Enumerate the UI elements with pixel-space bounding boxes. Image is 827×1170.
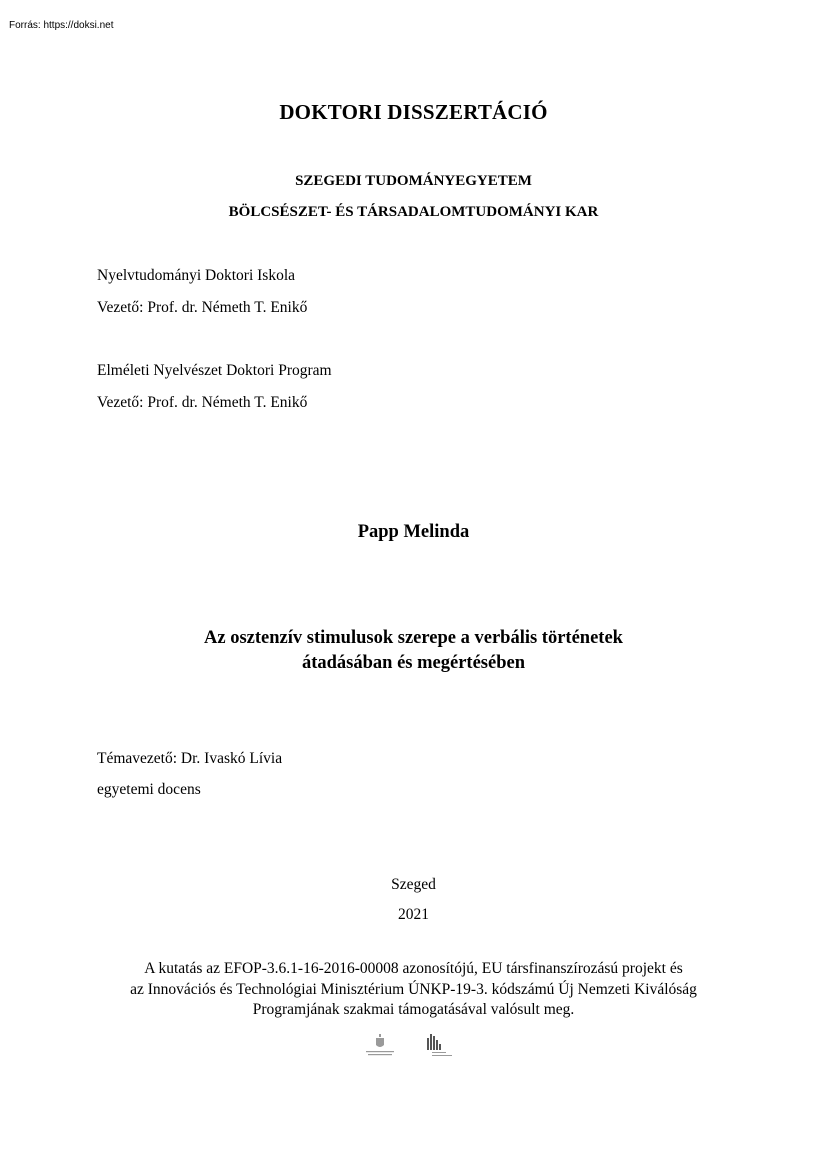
thesis-title-line-2: átadásában és megértésében	[301, 653, 525, 673]
author-name: Papp Melinda	[357, 522, 470, 542]
university-name: SZEGEDI TUDOMÁNYEGYETEM	[295, 173, 532, 189]
doctoral-school-head: Vezető: Prof. dr. Németh T. Enikő	[97, 299, 308, 316]
thesis-title	[0, 626, 827, 676]
supervisor-name: Témavezető: Dr. Ivaskó Lívia	[97, 750, 283, 767]
thesis-title-line-1: Az osztenzív stimulusok szerepe a verbális történetek	[204, 628, 623, 648]
document-title: DOKTORI DISSZERTÁCIÓ	[279, 100, 548, 124]
faculty-name: BÖLCSÉSZET- ÉS TÁRSADALOMTUDOMÁNYI KAR	[228, 204, 599, 220]
funding-statement	[0, 959, 827, 1021]
funding-line-3: Programjának szakmai támogatásával valósult meg.	[252, 1001, 575, 1018]
year: 2021	[398, 906, 429, 923]
funding-line-1: A kutatás az EFOP-3.6.1-16-2016-00008 azonosítójú, EU társfinanszírozású projekt és	[144, 960, 683, 977]
city: Szeged	[391, 876, 436, 893]
funding-line-2: az Innovációs és Technológiai Minisztérium ÚNKP-19-3. kódszámú Új Nemzeti Kiválóság	[130, 980, 697, 998]
doctoral-school-name: Nyelvtudományi Doktori Iskola	[97, 267, 296, 284]
doctoral-program-name: Elméleti Nyelvészet Doktori Program	[97, 362, 332, 379]
source-note: Forrás: https://doksi.net	[9, 20, 114, 31]
nkfih-logo-icon	[365, 1032, 465, 1064]
supervisor-position: egyetemi docens	[97, 781, 201, 798]
doctoral-program-head: Vezető: Prof. dr. Németh T. Enikő	[97, 394, 308, 411]
funder-logos	[365, 1032, 465, 1064]
